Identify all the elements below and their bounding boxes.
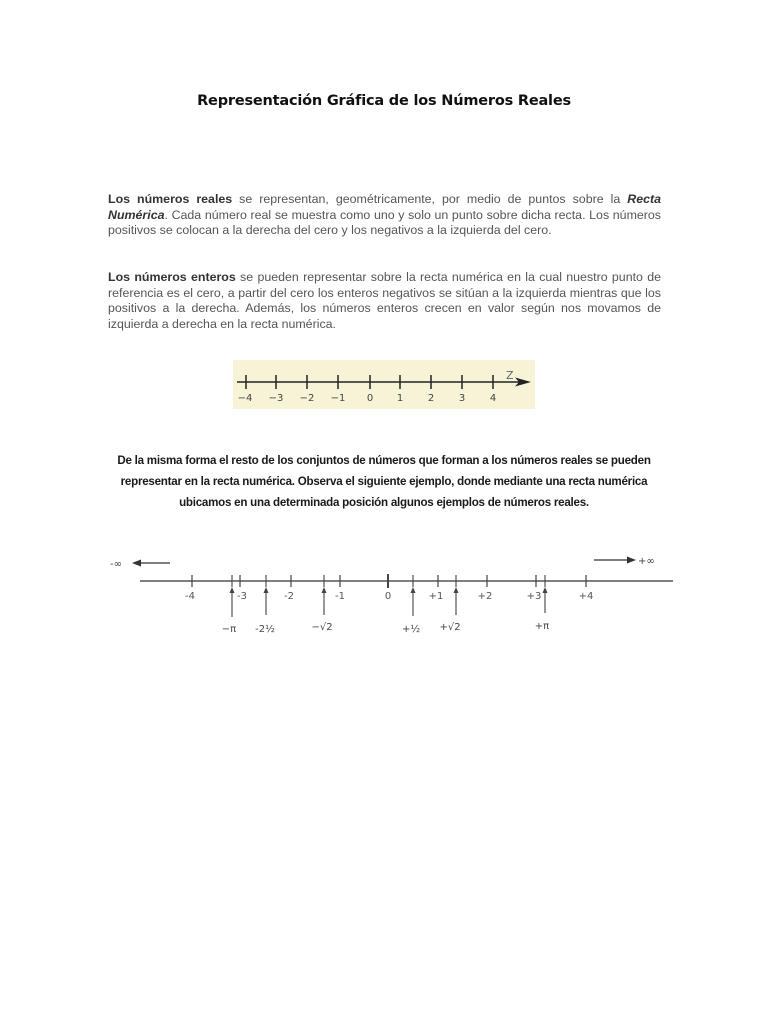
positive-infinity-arrow xyxy=(594,556,655,567)
point-label-neg-pi: −π xyxy=(221,624,237,635)
tick-label: 3 xyxy=(458,393,466,404)
page-title: Representación Gráfica de los Números Reales xyxy=(197,93,571,109)
point-label-neg-two-and-half: -2½ xyxy=(255,624,275,635)
tick-label: +4 xyxy=(578,591,594,602)
integer-number-line-figure xyxy=(233,360,535,409)
tick-label: −2 xyxy=(299,393,315,404)
tick-label: -2 xyxy=(284,591,294,602)
tick-label: +3 xyxy=(526,591,542,602)
paragraph-text: . Cada número real se muestra como uno y solo un punto sobre dicha recta. Los números positivos se colocan a la derecha del cero y los negativos a la izquierda del cero. xyxy=(108,207,661,238)
tick-label: −4 xyxy=(237,393,253,404)
tick-label: 4 xyxy=(489,393,497,404)
tick-label: 0 xyxy=(384,591,392,602)
paragraph-real-numbers xyxy=(108,192,661,239)
integer-number-line xyxy=(233,360,535,409)
point-label-pos-sqrt2: +√2 xyxy=(439,622,461,633)
tick-label: −1 xyxy=(330,393,346,404)
point-label-neg-sqrt2: −√2 xyxy=(311,622,333,633)
paragraph-integers xyxy=(108,270,661,332)
tick-label: -3 xyxy=(237,591,247,602)
term-real-numbers: Los números reales xyxy=(108,192,233,206)
tick-label: +2 xyxy=(477,591,493,602)
positive-infinity-label: +∞ xyxy=(638,556,655,567)
real-number-line-figure xyxy=(100,540,690,645)
real-number-line xyxy=(100,540,690,645)
term-integers: Los números enteros xyxy=(108,270,236,284)
paragraph-other-sets: De la misma forma el resto de los conjuntos de números que forman a los números reales se pueden representar en la recta numérica. Observa el siguiente ejemplo, donde mediante una recta numérica ubicamos en una determinada posición algunos ejemplos de números reales. xyxy=(117,454,651,509)
negative-infinity-arrow xyxy=(110,559,170,570)
tick-label: -4 xyxy=(185,591,195,602)
point-label-pos-half: +½ xyxy=(401,624,421,635)
tick-label: +1 xyxy=(428,591,444,602)
arrow-right-icon xyxy=(627,557,636,564)
paragraph-text: se representan, geométricamente, por medio de puntos sobre la xyxy=(232,192,628,206)
negative-infinity-label: -∞ xyxy=(110,559,122,570)
tick-label: -1 xyxy=(335,591,345,602)
point-label-pos-pi: +π xyxy=(534,621,550,632)
term-number-line: Recta Numérica xyxy=(108,192,661,222)
set-label-z: Z xyxy=(506,369,514,382)
tick-label: 1 xyxy=(396,393,404,404)
tick-label: 2 xyxy=(427,393,435,404)
arrow-left-icon xyxy=(132,560,141,567)
tick-label: 0 xyxy=(366,393,374,404)
tick-label: −3 xyxy=(268,393,284,404)
paragraph-text: se pueden representar sobre la recta numérica en la cual nuestro punto de referencia es el cero, a partir del cero los enteros negativos se sitúan a la izquierda mientras que los positivos a la derecha. Además, los números enteros crecen en valor según nos movamos de izquierda a derecha en la recta numérica. xyxy=(108,270,662,331)
